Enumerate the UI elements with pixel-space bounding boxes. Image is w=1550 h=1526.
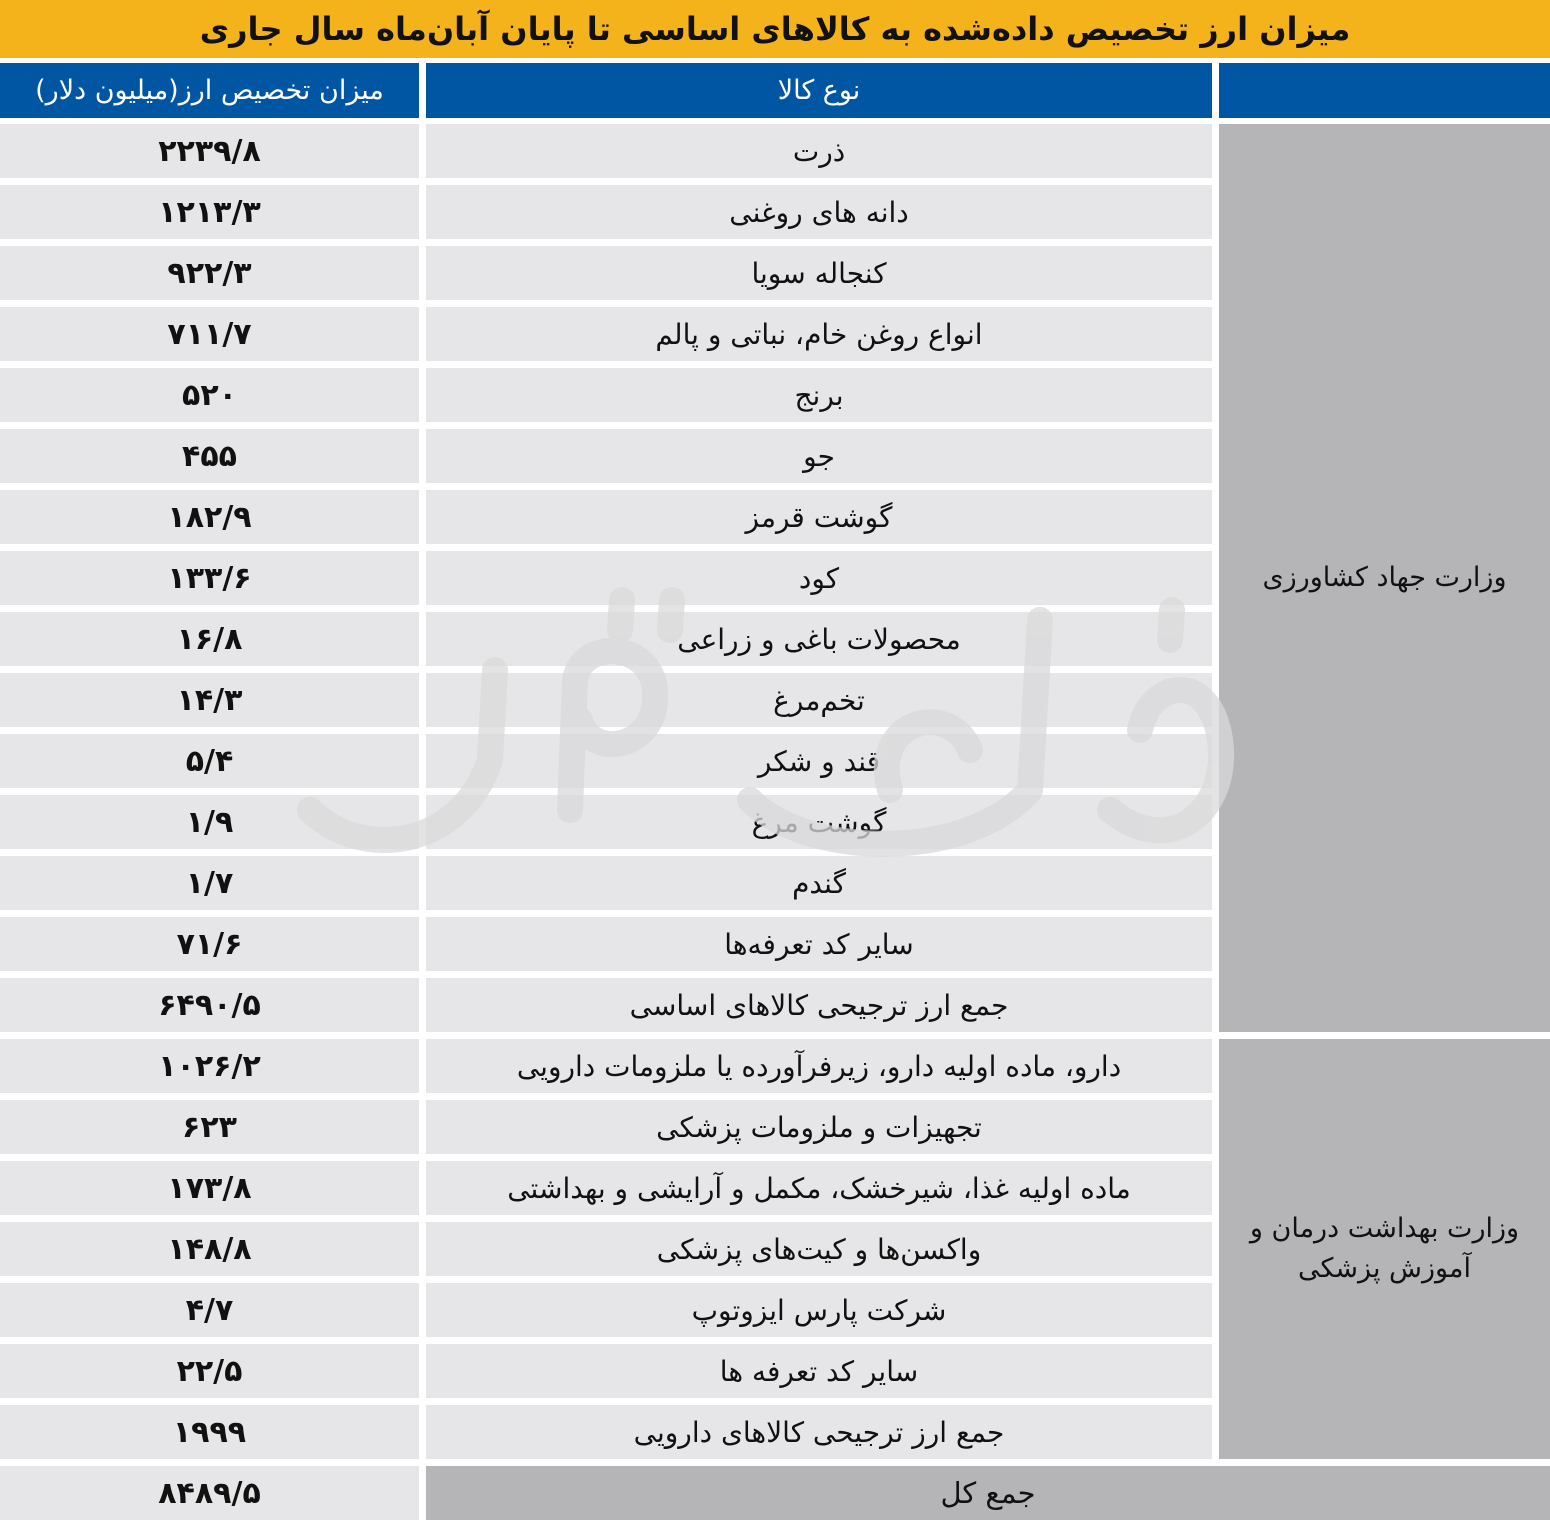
table-cell-value: ۴/۷ <box>0 1283 419 1337</box>
table-cell-item: گوشت قرمز <box>426 490 1212 544</box>
table-cell-value: ۴۵۵ <box>0 429 419 483</box>
table-cell-value: ۷۱/۶ <box>0 917 419 971</box>
table-cell-item: تجهیزات و ملزومات پزشکی <box>426 1100 1212 1154</box>
header-amount: میزان تخصیص ارز(میلیون دلار) <box>0 63 419 118</box>
table-cell-item: جمع ارز ترجیحی کالاهای اساسی <box>426 978 1212 1032</box>
table-cell-value: ۱۴۸/۸ <box>0 1222 419 1276</box>
table-cell-item: شرکت پارس ایزوتوپ <box>426 1283 1212 1337</box>
table-cell-value: ۱۴/۳ <box>0 673 419 727</box>
table-cell-item: قند و شکر <box>426 734 1212 788</box>
table-cell-value: ۲۲/۵ <box>0 1344 419 1398</box>
table-cell-value: ۲۲۳۹/۸ <box>0 124 419 178</box>
table-cell-item: سایر کد تعرفه ها <box>426 1344 1212 1398</box>
table-cell-item: کود <box>426 551 1212 605</box>
table-cell-item: جو <box>426 429 1212 483</box>
table-cell-value: ۵۲۰ <box>0 368 419 422</box>
table-cell-item: گوشت مرغ <box>426 795 1212 849</box>
table-cell-value: ۹۲۲/۳ <box>0 246 419 300</box>
table-cell-item: انواع روغن خام، نباتی و پالم <box>426 307 1212 361</box>
grand-total-value: ۸۴۸۹/۵ <box>0 1466 419 1520</box>
ministry-group-cell: وزارت بهداشت درمان و آموزش پزشکی <box>1219 1039 1550 1459</box>
header-ministry <box>1219 63 1550 118</box>
table-cell-value: ۶۲۳ <box>0 1100 419 1154</box>
watermark-logo <box>270 560 1270 900</box>
ministry-group-cell: وزارت جهاد کشاورزی <box>1219 124 1550 1032</box>
table-cell-item: محصولات باغی و زراعی <box>426 612 1212 666</box>
table-cell-value: ۱۹۹۹ <box>0 1405 419 1459</box>
table-cell-item: دارو، ماده اولیه دارو، زیرفرآورده یا ملزومات دارویی <box>426 1039 1212 1093</box>
header-item-type: نوع کالا <box>426 63 1212 118</box>
table-cell-item: سایر کد تعرفه‌ها <box>426 917 1212 971</box>
table-cell-value: ۱۲۱۳/۳ <box>0 185 419 239</box>
table-cell-value: ۱۷۳/۸ <box>0 1161 419 1215</box>
table-cell-value: ۱۰۲۶/۲ <box>0 1039 419 1093</box>
table-cell-item: ماده اولیه غذا، شیرخشک، مکمل و آرایشی و بهداشتی <box>426 1161 1212 1215</box>
table-cell-item: ذرت <box>426 124 1212 178</box>
table-cell-item: تخم‌مرغ <box>426 673 1212 727</box>
table-cell-value: ۵/۴ <box>0 734 419 788</box>
table-cell-item: کنجاله سویا <box>426 246 1212 300</box>
table-cell-item: گندم <box>426 856 1212 910</box>
table-cell-item: دانه های روغنی <box>426 185 1212 239</box>
table-cell-value: ۱/۷ <box>0 856 419 910</box>
table-cell-value: ۶۴۹۰/۵ <box>0 978 419 1032</box>
grand-total-label: جمع کل <box>426 1466 1550 1520</box>
table-cell-value: ۱۸۲/۹ <box>0 490 419 544</box>
table-cell-value: ۷۱۱/۷ <box>0 307 419 361</box>
table-cell-item: واکسن‌ها و کیت‌های پزشکی <box>426 1222 1212 1276</box>
table-title: میزان ارز تخصیص داده‌شده به کالاهای اساسی تا پایان آبان‌ماه سال جاری <box>0 0 1550 58</box>
table-cell-value: ۱۳۳/۶ <box>0 551 419 605</box>
table-cell-item: برنج <box>426 368 1212 422</box>
table-cell-value: ۱۶/۸ <box>0 612 419 666</box>
table-cell-item: جمع ارز ترجیحی کالاهای دارویی <box>426 1405 1212 1459</box>
table-cell-value: ۱/۹ <box>0 795 419 849</box>
